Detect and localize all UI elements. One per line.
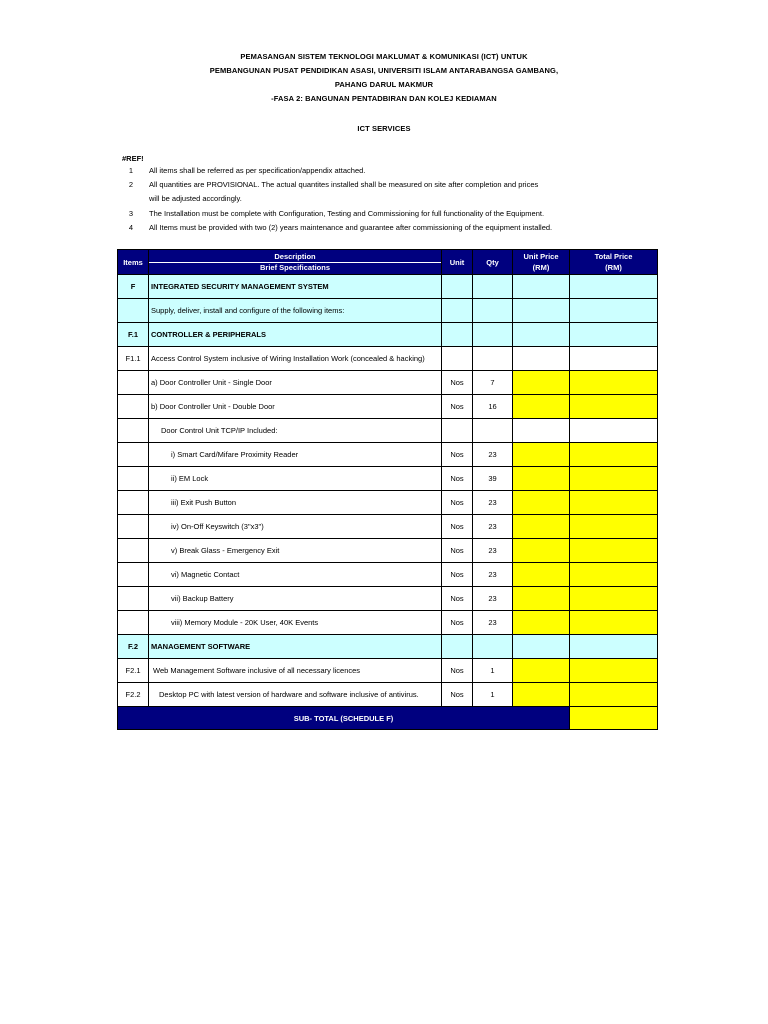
note-text: All items shall be referred as per specification/appendix attached. (149, 166, 366, 175)
item-code (118, 395, 149, 419)
table-row (118, 371, 658, 395)
item-qty: 23 (473, 491, 513, 515)
item-description: v) Break Glass - Emergency Exit (149, 539, 442, 563)
table-row (118, 491, 658, 515)
item-unit: Nos (442, 683, 473, 707)
item-code: F2.1 (118, 659, 149, 683)
unit-price-cell[interactable] (513, 659, 570, 683)
item-code (118, 515, 149, 539)
total-price-cell[interactable] (570, 419, 658, 443)
item-unit: Nos (442, 659, 473, 683)
item-qty: 23 (473, 515, 513, 539)
item-description: viii) Memory Module - 20K User, 40K Events (149, 611, 442, 635)
total-price-label: Total Price (594, 252, 633, 261)
item-description: Supply, deliver, install and configure of the following items: (149, 299, 442, 323)
total-price-cell[interactable] (570, 395, 658, 419)
note-number: 2 (128, 180, 134, 189)
item-code (118, 611, 149, 635)
item-description: vi) Magnetic Contact (149, 563, 442, 587)
unit-price-cell[interactable] (513, 515, 570, 539)
table-row (118, 587, 658, 611)
item-qty (473, 635, 513, 659)
item-code (118, 491, 149, 515)
item-unit: Nos (442, 467, 473, 491)
unit-price-cell[interactable] (513, 275, 570, 299)
table-row (118, 611, 658, 635)
table-row (118, 323, 658, 347)
item-unit (442, 299, 473, 323)
table-row (118, 299, 658, 323)
table-row (118, 563, 658, 587)
item-unit: Nos (442, 491, 473, 515)
item-unit (442, 635, 473, 659)
item-qty (473, 323, 513, 347)
total-price-cell[interactable] (570, 611, 658, 635)
total-price-cell[interactable] (570, 467, 658, 491)
item-description: ii) EM Lock (149, 467, 442, 491)
table-row (118, 419, 658, 443)
item-unit: Nos (442, 443, 473, 467)
item-qty: 1 (473, 659, 513, 683)
unit-price-cell[interactable] (513, 563, 570, 587)
doc-title-line-3: PAHANG DARUL MAKMUR (334, 80, 434, 89)
item-qty: 23 (473, 443, 513, 467)
item-description: i) Smart Card/Mifare Proximity Reader (149, 443, 442, 467)
item-unit (442, 323, 473, 347)
total-price-cell[interactable] (570, 659, 658, 683)
doc-title-line-2: PEMBANGUNAN PUSAT PENDIDIKAN ASASI, UNIVERSITI ISLAM ANTARABANGSA GAMBANG, (209, 66, 559, 75)
unit-price-cell[interactable] (513, 539, 570, 563)
item-qty (473, 419, 513, 443)
item-unit: Nos (442, 371, 473, 395)
brief-spec-label: Brief Specifications (259, 262, 331, 272)
item-code (118, 539, 149, 563)
col-header-qty: Qty (473, 250, 513, 275)
total-price-cell[interactable] (570, 515, 658, 539)
item-description: Desktop PC with latest version of hardware and software inclusive of antivirus. (149, 683, 442, 707)
total-price-cell[interactable] (570, 539, 658, 563)
item-description: MANAGEMENT SOFTWARE (149, 635, 442, 659)
unit-price-currency: (RM) (532, 263, 550, 272)
item-description: iii) Exit Push Button (149, 491, 442, 515)
item-qty: 23 (473, 611, 513, 635)
subtotal-label: SUB- TOTAL (SCHEDULE F) (118, 707, 570, 730)
doc-title-line-1: PEMASANGAN SISTEM TEKNOLOGI MAKLUMAT & KOMUNIKASI (ICT) UNTUK (240, 52, 528, 61)
item-description: Web Management Software inclusive of all necessary licences (149, 659, 442, 683)
item-unit: Nos (442, 515, 473, 539)
subtotal-row (118, 707, 658, 730)
unit-price-cell[interactable] (513, 611, 570, 635)
col-header-description (149, 250, 442, 275)
section-title: ICT SERVICES (357, 124, 411, 133)
item-unit: Nos (442, 539, 473, 563)
item-code: F1.1 (118, 347, 149, 371)
item-unit: Nos (442, 611, 473, 635)
total-price-cell[interactable] (570, 275, 658, 299)
unit-price-cell[interactable] (513, 587, 570, 611)
table-row (118, 539, 658, 563)
note-text: will be adjusted accordingly. (149, 194, 242, 203)
total-price-cell[interactable] (570, 635, 658, 659)
table-row (118, 515, 658, 539)
item-code (118, 443, 149, 467)
item-description: iv) On-Off Keyswitch (3"x3") (149, 515, 442, 539)
item-unit (442, 275, 473, 299)
total-price-cell[interactable] (570, 443, 658, 467)
table-row (118, 347, 658, 371)
note-number: 3 (128, 209, 134, 218)
item-code (118, 587, 149, 611)
total-price-cell[interactable] (570, 683, 658, 707)
item-description: b) Door Controller Unit - Double Door (149, 395, 442, 419)
note-text: All quantities are PROVISIONAL. The actual quantites installed shall be measured on site after completion and prices (149, 180, 539, 189)
col-header-total-price (570, 250, 658, 275)
table-row (118, 683, 658, 707)
note-number: 4 (128, 223, 134, 232)
item-unit (442, 347, 473, 371)
unit-price-cell[interactable] (513, 419, 570, 443)
description-label: Description (149, 252, 441, 263)
total-price-cell[interactable] (570, 587, 658, 611)
total-price-currency: (RM) (605, 263, 622, 272)
unit-price-cell[interactable] (513, 371, 570, 395)
item-qty (473, 347, 513, 371)
unit-price-cell[interactable] (513, 299, 570, 323)
item-qty: 23 (473, 539, 513, 563)
item-code: F (118, 275, 149, 299)
item-qty: 23 (473, 587, 513, 611)
note-text: All Items must be provided with two (2) years maintenance and guarantee after commissioning of the equipment installed. (149, 223, 553, 232)
item-code: F2.2 (118, 683, 149, 707)
item-qty: 39 (473, 467, 513, 491)
ref-error: #REF! (122, 154, 144, 163)
item-qty (473, 275, 513, 299)
total-price-cell[interactable] (570, 371, 658, 395)
item-code (118, 299, 149, 323)
item-code: F.1 (118, 323, 149, 347)
table-row (118, 275, 658, 299)
note-number: 1 (128, 166, 134, 175)
item-description: CONTROLLER & PERIPHERALS (149, 323, 442, 347)
col-header-unit: Unit (442, 250, 473, 275)
item-unit (442, 419, 473, 443)
total-price-cell[interactable] (570, 491, 658, 515)
item-unit: Nos (442, 587, 473, 611)
total-price-cell[interactable] (570, 563, 658, 587)
doc-title-line-4: -FASA 2: BANGUNAN PENTADBIRAN DAN KOLEJ KEDIAMAN (271, 94, 497, 103)
unit-price-cell[interactable] (513, 491, 570, 515)
item-qty: 16 (473, 395, 513, 419)
item-qty: 7 (473, 371, 513, 395)
item-description: INTEGRATED SECURITY MANAGEMENT SYSTEM (149, 275, 442, 299)
item-code (118, 419, 149, 443)
item-description: Door Control Unit TCP/IP Included: (149, 419, 442, 443)
item-unit: Nos (442, 395, 473, 419)
col-header-items: Items (118, 250, 149, 275)
item-qty: 23 (473, 563, 513, 587)
bill-of-quantities-table (117, 249, 658, 730)
item-description: Access Control System inclusive of Wiring Installation Work (concealed & hacking) (149, 347, 442, 371)
col-header-unit-price (513, 250, 570, 275)
unit-price-cell[interactable] (513, 635, 570, 659)
item-code (118, 467, 149, 491)
unit-price-cell[interactable] (513, 683, 570, 707)
unit-price-cell[interactable] (513, 443, 570, 467)
item-code (118, 371, 149, 395)
table-row (118, 659, 658, 683)
note-text: The Installation must be complete with Configuration, Testing and Commissioning for full functionality of the Equipment. (149, 209, 545, 218)
table-row (118, 395, 658, 419)
table-row (118, 635, 658, 659)
unit-price-cell[interactable] (513, 347, 570, 371)
item-qty (473, 299, 513, 323)
unit-price-cell[interactable] (513, 323, 570, 347)
total-price-cell[interactable] (570, 299, 658, 323)
item-unit: Nos (442, 563, 473, 587)
item-code: F.2 (118, 635, 149, 659)
unit-price-label: Unit Price (523, 252, 559, 261)
item-description: vii) Backup Battery (149, 587, 442, 611)
table-row (118, 467, 658, 491)
unit-price-cell[interactable] (513, 467, 570, 491)
item-code (118, 563, 149, 587)
total-price-cell[interactable] (570, 347, 658, 371)
item-qty: 1 (473, 683, 513, 707)
total-price-cell[interactable] (570, 323, 658, 347)
table-row (118, 443, 658, 467)
item-description: a) Door Controller Unit - Single Door (149, 371, 442, 395)
unit-price-cell[interactable] (513, 395, 570, 419)
subtotal-value-cell[interactable] (570, 707, 658, 730)
